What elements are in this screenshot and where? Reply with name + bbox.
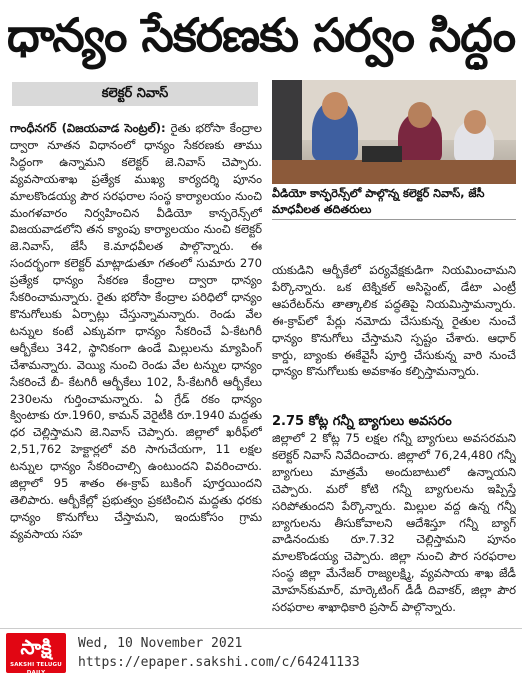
epaper-link[interactable]: https://epaper.sakshi.com/c/64241133 xyxy=(78,655,360,670)
photo-caption: వీడియో కాన్ఫరెన్స్‌లో పాల్గొన్న కలెక్టర్ నివాస్, జేసీ మాధవీలత తదితరులు xyxy=(272,186,516,220)
photo-person-official-head xyxy=(464,110,486,134)
photo-person-jc-head xyxy=(408,102,432,128)
logo-tagline: SAKSHI TELUGU DAILY xyxy=(10,662,62,676)
publication-date: Wed, 10 November 2021 xyxy=(78,636,243,651)
sakshi-logo xyxy=(6,633,66,676)
article-column-left xyxy=(10,120,262,622)
byline: కలెక్టర్ నివాస్ xyxy=(12,82,258,106)
dateline: గాంధీనగర్ (విజయవాడ సెంట్రల్): xyxy=(10,121,166,135)
footer xyxy=(0,628,522,676)
news-photo xyxy=(272,80,516,184)
subheading: 2.75 కోట్ల గన్నీ బ్యాగులు అవసరం xyxy=(272,414,452,429)
photo-person-collector-head xyxy=(322,92,348,120)
logo-text: సాక్షి xyxy=(20,635,52,659)
photo-laptop xyxy=(362,146,402,162)
article-body-right-top: యకుడిని ఆర్బీకేలో పర్యవేక్షకుడిగా నియమించామని పేర్కొన్నారు. ఒక టెక్నికల్ అసిస్టెంట్, డేటా ఎంట్రీ ఆపరేటర్‌ను తాత్కాలిక పద్ధతిపై నియమిస్తామన్నారు. ఈ-క్రాప్‌లో పేర్లు నమోదు చేసుకున్న రైతుల నుంచే ధాన్యం కొనుగోలు చేస్తామని స్పష్టం చేశారు. ఆధార్ కార్డు, బ్యాంకు ఈకేవైసీ పూర్తి చేసుకున్న వారి నుంచే ధాన్యం కొనుగోలుకు అవకాశం కల్పిస్తామన్నారు. xyxy=(272,263,516,379)
article-body-left: రైతు భరోసా కేంద్రాల ద్వారా నూతన విధానంలో ధాన్యం సేకరణకు తాము సిద్ధంగా ఉన్నామని కలెక్టర్ జె.నివాస్ చెప్పారు. వ్యవసాయశాఖ ప్రత్యేక ముఖ్య కార్యదర్శి పూనం మాలకొండయ్య పౌర సరఫరాల సంస్థ కార్యాలయం నుంచి మంగళవారం నిర్వహించిన వీడియో కాన్ఫరెన్స్‌లో విజయవాడలోని తన క్యాంపు కార్యాలయం నుంచి కలెక్టర్ జె.నివాస్, జేసీ కె.మాధవీలత పాల్గొన్నారు. ఈ సందర్భంగా కలెక్టర్ మాట్లాడుతూ గతంలో సుమారు 270 ప్రత్యేక ధాన్యం సేకరణ కేంద్రాల ద్వారా ధాన్యం సేకరించామన్నారు. రైతు భరోసా కేంద్రాల పరిధిలో ధాన్యం కొనుగోలుకు ఏర్పాట్లు చేస్తున్నామన్నారు. రెండు వేల టన్నుల కంటే ఎక్కువగా ధాన్యం సేకరించే ఏ-కేటగిరీ ఆర్బీకేలు 342, స్థానికంగా ఉండే మిల్లులను మ్యాపింగ్ చేశామన్నారు. వెయ్యి నుంచి రెండు వేల టన్నుల ధాన్యం సేకరించే బీ- కేటగిరీ ఆర్బీకేలు 102, సీ-కేటగిరీ ఆర్బీకేలు 230లను గుర్తించామన్నారు. ఏ గ్రేడ్ రకం ధాన్యం క్వింటాకు రూ.1960, కామన్ వెరైటీకి రూ.1940 మద్దతు ధర చెల్లిస్తామని జె.నివాస్ చెప్పారు. జిల్లాలో ఖరీఫ్‌లో 2,51,762 హెక్టార్లలో వరి సాగుచేయగా, 11 లక్షల టన్నుల ధాన్యం సేకరించాల్సి ఉంటుందని వివరించారు. జిల్లాలో 95 శాతం ఈ-క్రాప్ బుకింగ్ పూర్తయిందని తెలిపారు. ఆర్బీకేల్లో ప్రభుత్వం ప్రకటించిన మద్దతు ధరకు ధాన్యం కొనుగోలు చేస్తామని, ఇందుకోసం గ్రామ వ్యవసాయ సహ xyxy=(10,121,262,541)
headline: ధాన్యం సేకరణకు సర్వం సిద్ధం xyxy=(6,8,516,62)
article-body-right-bottom: జిల్లాలో 2 కోట్ల 75 లక్షల గన్నీ బ్యాగులు అవసరమని కలెక్టర్ నివాస్ నివేదించారు. జిల్లాలో 76,24,480 గన్నీ బ్యాగులు మాత్రమే అందుబాటులో ఉన్నాయని చెప్పారు. మరో కోటి గన్నీ బ్యాగులను ఇప్పిస్తే సరిపోతుందని పేర్కొన్నారు. మిల్లుల వద్ద ఉన్న గన్నీ బ్యాగులను తీసుకోవాలని ఆదేశిస్తూ గన్నీ బ్యాగ్ వాడినందుకు రూ.7.32 చెల్లిస్తామని పూనం మాలకొండయ్య చెప్పారు. జిల్లా నుంచి పౌర సరఫరాల సంస్థ జిల్లా మేనేజర్ రాజ్యలక్ష్మి, వ్యవసాయ శాఖ జేడీ మోహన్‌కుమార్, మార్కెటింగ్ డీడీ దివాకర్, జిల్లా పౌర సరఫరాల శాఖాధికారి ప్రసాద్ పాల్గొన్నారు. xyxy=(272,431,516,615)
photo-desk xyxy=(272,160,516,184)
